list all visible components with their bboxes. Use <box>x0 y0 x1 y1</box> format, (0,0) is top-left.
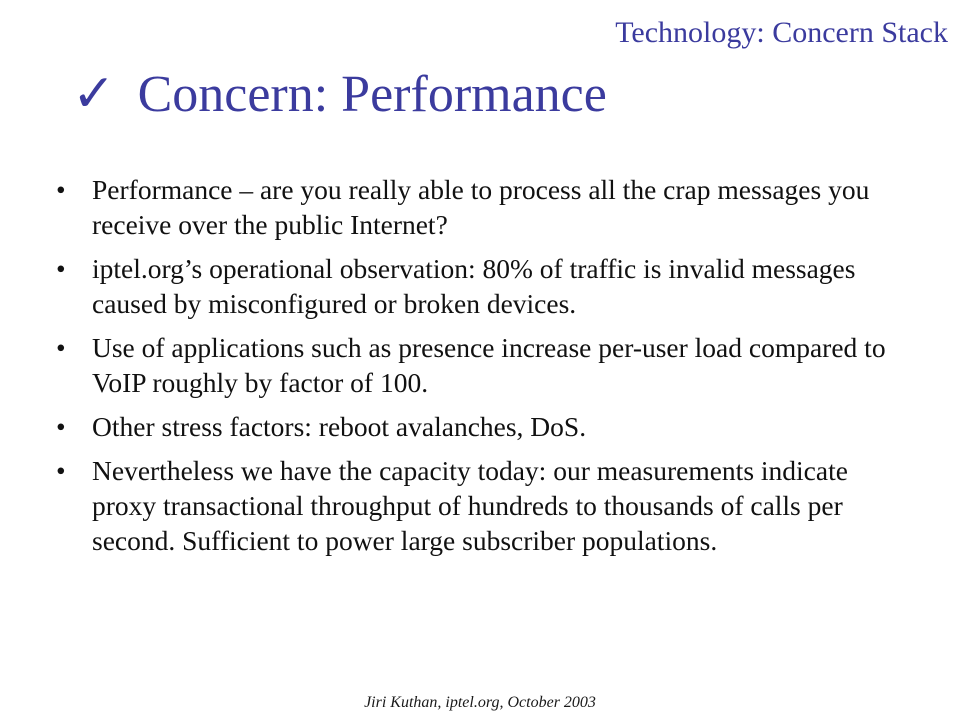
checkmark-icon: ✓ <box>72 66 116 123</box>
bullet-item <box>56 453 916 558</box>
bullet-text: Performance – are you really able to process all the crap messages you receive over the public Internet? <box>92 174 870 240</box>
bullet-text: iptel.org’s operational observation: 80% of traffic is invalid messages caused by misconfigured or broken devices. <box>92 253 856 319</box>
bullet-icon: • <box>56 455 66 486</box>
section-tag: Technology: Concern Stack <box>615 16 948 49</box>
bullet-icon: • <box>56 253 66 284</box>
slide-footer: Jiri Kuthan, iptel.org, October 2003 <box>364 694 596 711</box>
bullet-item <box>56 409 916 444</box>
slide-title <box>72 64 607 124</box>
bullet-text: Other stress factors: reboot avalanches, DoS. <box>92 411 587 442</box>
bullet-icon: • <box>56 411 66 442</box>
bullet-list <box>56 172 916 567</box>
bullet-text: Nevertheless we have the capacity today: our measurements indicate proxy transactional throughput of hundreds to thousands of calls per second. Sufficient to power large subscriber populations. <box>92 455 848 556</box>
bullet-item <box>56 172 916 242</box>
bullet-icon: • <box>56 174 66 205</box>
slide-title-text: Concern: Performance <box>137 66 607 123</box>
bullet-item <box>56 330 916 400</box>
bullet-text: Use of applications such as presence increase per-user load compared to VoIP roughly by factor of 100. <box>92 332 886 398</box>
bullet-icon: • <box>56 332 66 363</box>
bullet-item <box>56 251 916 321</box>
